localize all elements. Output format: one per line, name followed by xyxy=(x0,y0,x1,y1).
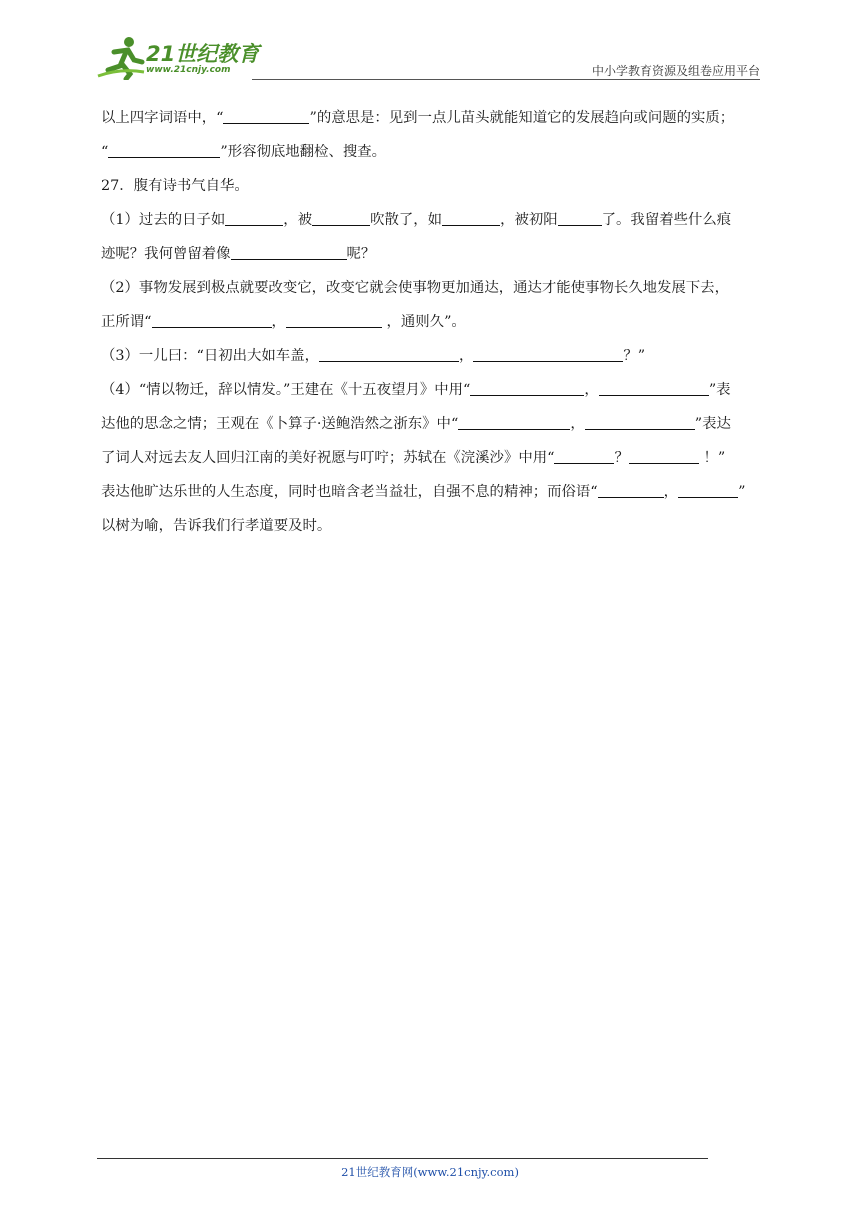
text-line xyxy=(101,135,761,169)
text-fragment: （2）事物发展到极点就要改变它，改变它就会使事物更加通达，通达才能使事物长久地发展下去， xyxy=(101,280,729,296)
answer-blank[interactable] xyxy=(629,443,699,464)
answer-blank[interactable] xyxy=(558,205,602,226)
answer-blank[interactable] xyxy=(678,477,738,498)
text-fragment: ？” xyxy=(623,348,646,364)
text-fragment: 迹呢？我何曾留着像 xyxy=(101,246,231,262)
answer-blank[interactable] xyxy=(470,375,584,396)
text-fragment: ”形容彻底地翻检、搜查。 xyxy=(220,144,387,160)
answer-blank[interactable] xyxy=(554,443,614,464)
text-line xyxy=(101,407,761,441)
text-fragment: 了词人对远去友人回归江南的美好祝愿与叮咛；苏轼在《浣溪沙》中用“ xyxy=(101,450,555,466)
text-fragment: ， xyxy=(584,382,599,398)
answer-blank[interactable] xyxy=(108,137,220,158)
text-fragment: （1）过去的日子如 xyxy=(101,212,226,228)
text-fragment: ， xyxy=(663,484,679,500)
text-line xyxy=(101,441,761,475)
text-line xyxy=(101,101,761,135)
answer-blank[interactable] xyxy=(473,341,623,362)
text-fragment: ”表达 xyxy=(694,416,731,432)
answer-blank[interactable] xyxy=(312,205,370,226)
answer-blank[interactable] xyxy=(231,239,347,260)
text-fragment: 以树为喻，告诉我们行孝道要及时。 xyxy=(101,518,332,534)
answer-blank[interactable] xyxy=(458,409,570,430)
answer-blank[interactable] xyxy=(319,341,459,362)
footer-divider xyxy=(97,1158,708,1159)
text-fragment: 吹散了，如 xyxy=(370,212,443,228)
text-line xyxy=(101,373,761,407)
answer-blank[interactable] xyxy=(225,205,283,226)
text-fragment: 了。我留着些什么痕 xyxy=(601,212,732,228)
text-fragment: ， xyxy=(570,416,585,432)
answer-blank[interactable] xyxy=(152,307,272,328)
answer-blank[interactable] xyxy=(585,409,695,430)
text-fragment: ！” xyxy=(698,450,726,466)
text-fragment: （4）“情以物迁，辞以情发。”王建在《十五夜望月》中用“ xyxy=(101,382,471,398)
text-fragment: 达他的思念之情；王观在《卜算子·送鲍浩然之浙东》中“ xyxy=(101,416,459,432)
site-logo xyxy=(96,34,266,80)
text-fragment: （3）一儿曰：“日初出大如车盖， xyxy=(101,348,319,364)
text-line xyxy=(101,237,761,271)
text-fragment: “ xyxy=(101,144,109,160)
question-title: 27．腹有诗书气自华。 xyxy=(101,178,249,194)
text-fragment: 表达他旷达乐世的人生态度，同时也暗含老当益壮，自强不息的精神；而俗语“ xyxy=(101,484,598,500)
text-line xyxy=(101,509,761,543)
text-fragment: ” xyxy=(738,484,746,500)
text-fragment: 正所谓“ xyxy=(101,314,152,330)
header-divider xyxy=(252,79,760,80)
logo-main-text: 21世纪教育 xyxy=(146,42,260,66)
answer-blank[interactable] xyxy=(286,307,382,328)
text-fragment: ，被 xyxy=(283,212,313,228)
logo-sub-text: www.21cnjy.com xyxy=(146,65,231,75)
text-line xyxy=(101,271,761,305)
text-fragment: ”的意思是：见到一点儿苗头就能知道它的发展趋向或问题的实质； xyxy=(309,110,735,126)
text-line xyxy=(101,305,761,339)
answer-blank[interactable] xyxy=(598,477,664,498)
text-fragment: ？ xyxy=(614,450,629,466)
text-fragment: ”表 xyxy=(708,382,731,398)
runner-logo-icon xyxy=(96,34,146,80)
footer-text[interactable]: 21世纪教育网(www.21cnjy.com) xyxy=(341,1165,519,1179)
text-fragment: ， xyxy=(458,348,474,364)
answer-blank[interactable] xyxy=(442,205,500,226)
answer-blank[interactable] xyxy=(223,103,309,124)
text-fragment: ，通则久”。 xyxy=(381,314,466,330)
text-line xyxy=(101,475,761,509)
text-fragment: ，被初阳 xyxy=(500,212,558,228)
question-content xyxy=(101,101,761,543)
platform-name: 中小学教育资源及组卷应用平台 xyxy=(591,64,760,78)
text-line xyxy=(101,203,761,237)
page-header xyxy=(96,28,760,80)
answer-blank[interactable] xyxy=(599,375,709,396)
text-line xyxy=(101,339,761,373)
text-fragment: 呢？ xyxy=(346,246,376,262)
text-fragment: 以上四字词语中，“ xyxy=(101,110,224,126)
text-fragment: ， xyxy=(271,314,286,330)
